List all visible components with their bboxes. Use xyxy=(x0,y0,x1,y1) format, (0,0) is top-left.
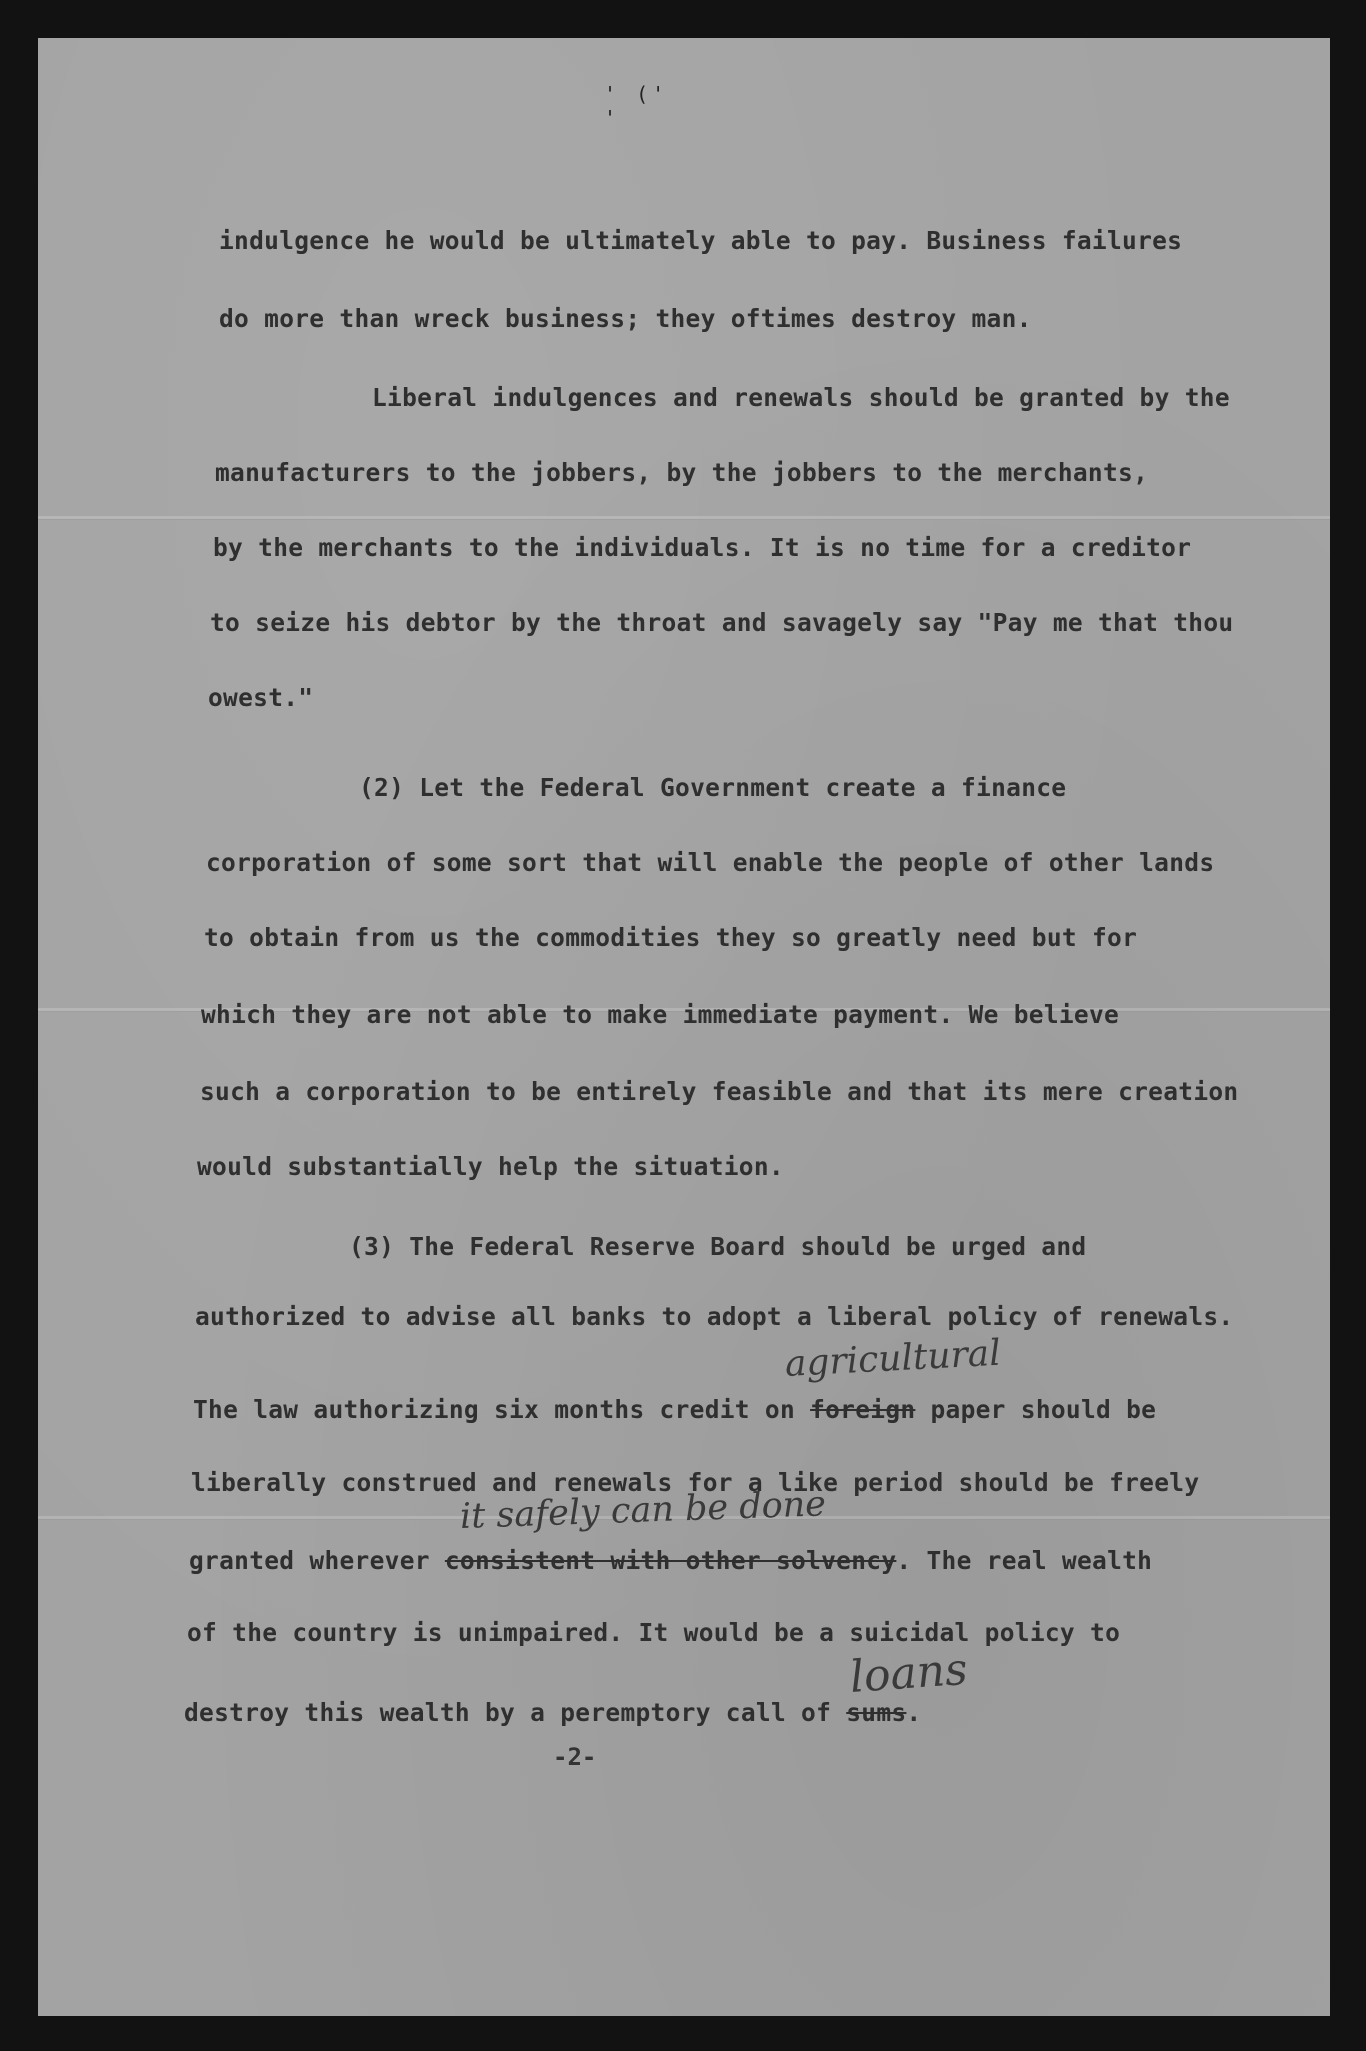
paper-fold xyxy=(38,516,1330,520)
text-line: owest." xyxy=(208,683,314,712)
text-line: to obtain from us the commodities they so greatly need but for xyxy=(204,923,1138,952)
text-line: to seize his debtor by the throat and savagely say "Pay me that thou xyxy=(210,608,1234,637)
text-segment: destroy this wealth by a peremptory call of xyxy=(184,1698,847,1727)
text-segment: granted wherever xyxy=(189,1546,445,1575)
text-line xyxy=(193,1395,1156,1424)
text-line: manufacturers to the jobbers, by the jobbers to the merchants, xyxy=(215,458,1149,487)
text-line: would substantially help the situation. xyxy=(197,1152,784,1181)
header-mark: ' (' ' xyxy=(604,82,669,130)
text-line: such a corporation to be entirely feasible and that its mere creation xyxy=(200,1077,1239,1106)
text-line: do more than wreck business; they oftimes destroy man. xyxy=(219,304,1032,333)
text-line: authorized to advise all banks to adopt a liberal policy of renewals. xyxy=(195,1302,1234,1331)
text-line: indulgence he would be ultimately able to pay. Business failures xyxy=(219,226,1183,255)
text-segment: The law authorizing six months credit on xyxy=(193,1395,811,1424)
text-line: (2) Let the Federal Government create a finance xyxy=(359,773,1067,802)
struck-text: sums xyxy=(846,1698,907,1727)
text-line: corporation of some sort that will enable the people of other lands xyxy=(206,848,1215,877)
text-line: which they are not able to make immediate payment. We believe xyxy=(201,1000,1120,1029)
handwritten-insertion: it safely can be done xyxy=(459,1484,827,1537)
text-line: of the country is unimpaired. It would be a suicidal policy to xyxy=(187,1618,1121,1647)
text-line: by the merchants to the individuals. It is no time for a creditor xyxy=(213,533,1192,562)
text-segment: paper should be xyxy=(915,1395,1157,1424)
text-line xyxy=(189,1546,1152,1575)
text-line: Liberal indulgences and renewals should be granted by the xyxy=(372,383,1230,412)
handwritten-insertion: agricultural xyxy=(783,1332,1002,1385)
text-line xyxy=(184,1698,921,1727)
handwritten-insertion: loans xyxy=(848,1643,970,1703)
text-segment: . xyxy=(906,1698,922,1727)
text-line: liberally construed and renewals for a like period should be freely xyxy=(191,1468,1200,1497)
struck-text: foreign xyxy=(810,1395,916,1424)
struck-text: consistent with other solvency xyxy=(444,1546,897,1575)
text-segment: . The real wealth xyxy=(896,1546,1153,1575)
text-line: (3) The Federal Reserve Board should be urged and xyxy=(349,1232,1087,1261)
page-number: -2- xyxy=(553,1743,597,1771)
